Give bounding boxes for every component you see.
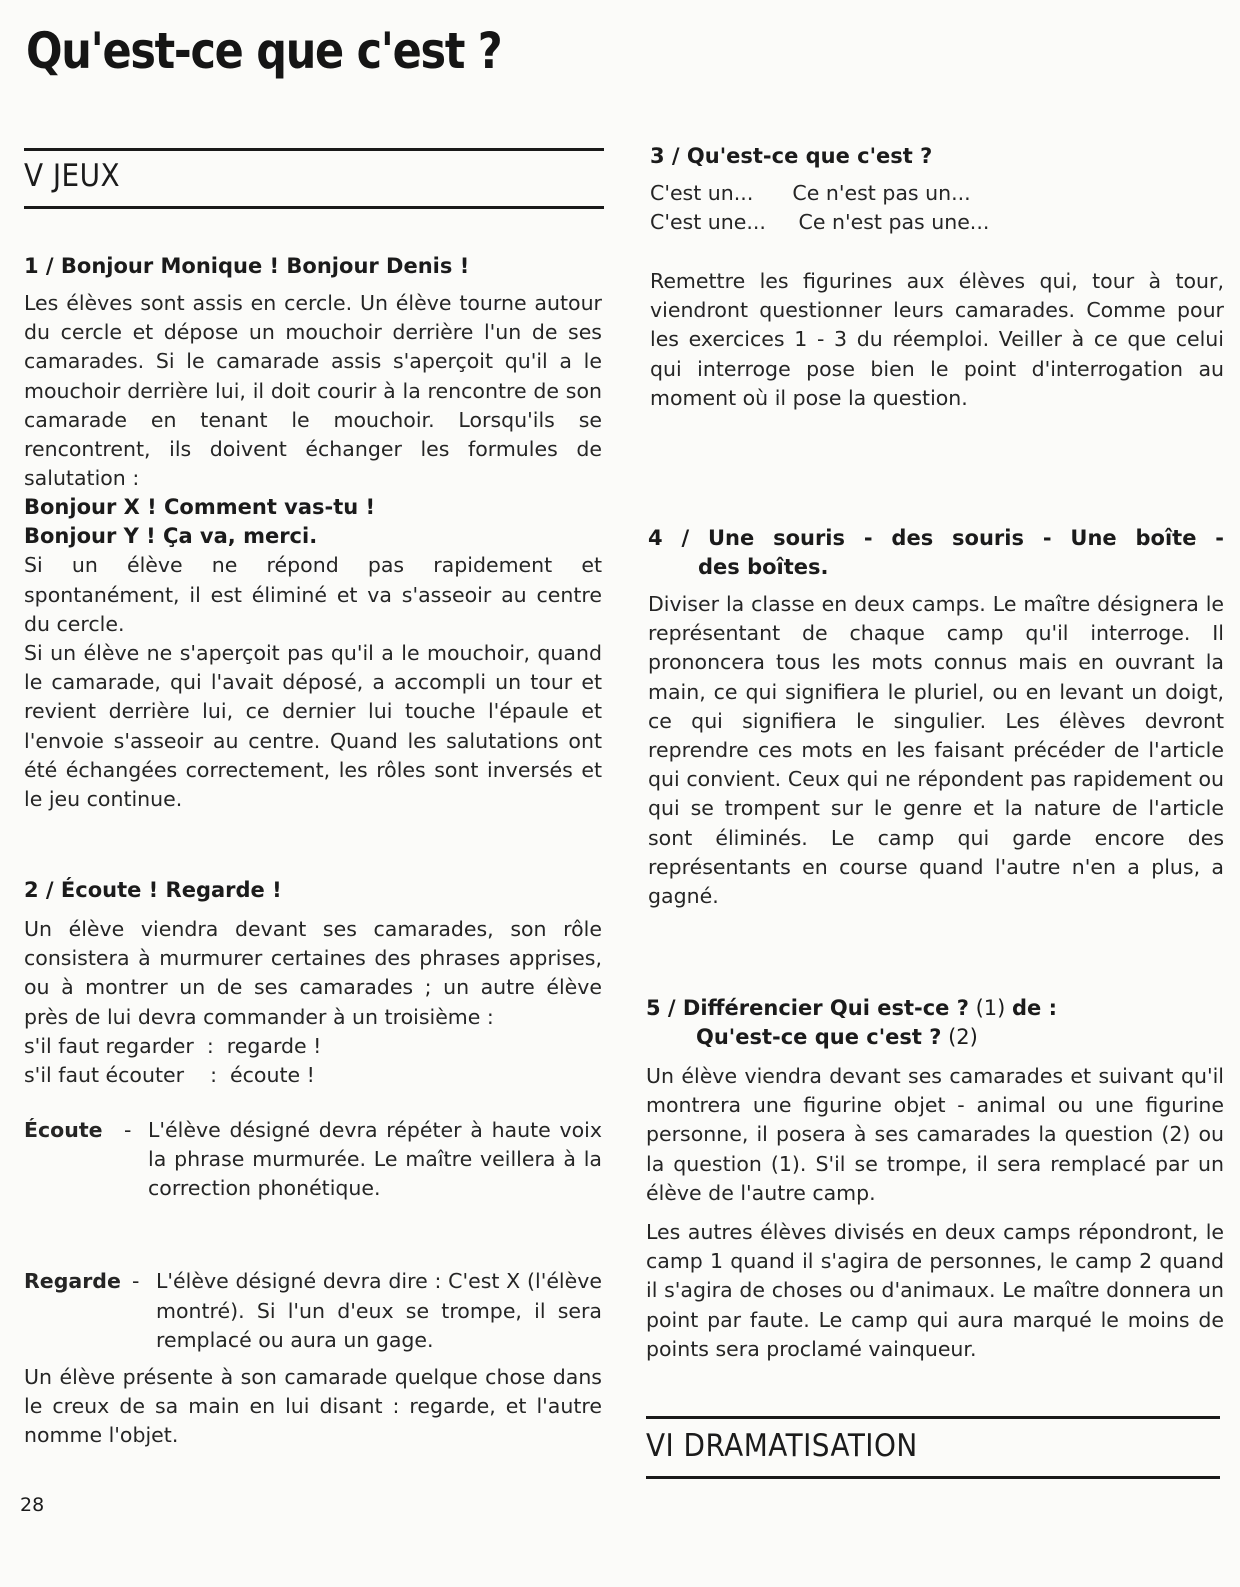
game-3-heading: 3 / Qu'est-ce que c'est ? xyxy=(650,144,933,168)
game-3-pair-2: C'est une... Ce n'est pas une... xyxy=(650,210,990,234)
game-1 xyxy=(24,252,602,814)
game-5-heading-line-2 xyxy=(646,1023,1224,1052)
game-3-pair-1: C'est un... Ce n'est pas un... xyxy=(650,181,971,205)
game-5-text-1: Un élève viendra devant ses camarades et suivant qu'il montrera une figurine objet - animal ou une figurine personne, il posera à ses camarades la question (2) ou la question (1). S'il se trompe, il sera remplacé par un élève de l'autre camp. xyxy=(646,1064,1224,1205)
section-vi-rule-top xyxy=(646,1416,1220,1419)
game-2-regarde-rule xyxy=(24,1267,602,1355)
section-title-jeux: V JEUX xyxy=(24,158,121,194)
game-5-heading-2a: Qu'est-ce que c'est ? xyxy=(696,1025,942,1049)
game-2-text-2: Un élève présente à son camarade quelque chose dans le creux de sa main en lui disant : regarde, et l'autre nomme l'objet. xyxy=(24,1365,602,1448)
game-2-condition-1: s'il faut regarder : regarde ! xyxy=(24,1033,322,1058)
game-2-regarde-term: Regarde xyxy=(24,1269,121,1294)
game-2-ecoute-text: L'élève désigné devra répéter à haute voix la phrase murmurée. Le maître veillera à la correction phonétique. xyxy=(148,1117,602,1201)
section-title-dramatisation: VI DRAMATISATION xyxy=(646,1428,918,1464)
game-2-condition-2: s'il faut écouter : écoute ! xyxy=(24,1062,315,1087)
game-1-text-3: Si un élève ne s'aperçoit pas qu'il a le mouchoir, quand le camarade, qui l'avait déposé, a accompli un tour et revient derrière lui, ce dernier lui touche l'épaule et l'envoie s'asseoir au centre. Quand les salutations ont été échangées correctement, les rôles sont inversés et le jeu continue. xyxy=(24,641,602,812)
game-2-ecoute-term: Écoute xyxy=(24,1117,103,1142)
game-2-regarde-text: L'élève désigné devra dire : C'est X (l'élève montré). Si l'un d'eux se trompe, il sera remplacé ou aura un gage. xyxy=(156,1269,602,1352)
game-1-dialogue-1: Bonjour X ! Comment vas-tu ! xyxy=(24,495,376,520)
section-vi-rule-bottom xyxy=(646,1476,1220,1479)
game-1-heading: 1 / Bonjour Monique ! Bonjour Denis ! xyxy=(24,254,470,278)
game-5 xyxy=(646,994,1224,1364)
game-5-heading-1c: de : xyxy=(1012,996,1057,1020)
section-rule-bottom xyxy=(24,206,604,209)
game-4 xyxy=(648,524,1224,911)
game-5-heading-1b: (1) xyxy=(968,996,1012,1020)
game-3-text: Remettre les figurines aux élèves qui, tour à tour, viendront questionner leurs camarades. Comme pour les exercices 1 - 3 du réemploi. Veiller à ce que celui qui interroge pose bien le point d'interrogation au moment où il pose la question. xyxy=(650,269,1224,410)
game-4-heading-line-1: 4 / Une souris - des souris - Une boîte - xyxy=(648,526,1224,550)
game-1-text-2: Si un élève ne répond pas rapidement et spontanément, il est éliminé et va s'asseoir au centre du cercle. xyxy=(24,553,602,636)
page-title: Qu'est-ce que c'est ? xyxy=(26,22,502,80)
game-2-ecoute-rule xyxy=(24,1116,602,1204)
game-1-text-1: Les élèves sont assis en cercle. Un élève tourne autour du cercle et dépose un mouchoir derrière l'un de ses camarades. Si le camarade assis s'aperçoit qu'il a le mouchoir derrière lui, il doit courir à la rencontre de son camarade en tenant le mouchoir. Lorsqu'ils se rencontrent, ils doivent échanger les formules de salutation : xyxy=(24,291,602,491)
game-2-heading: 2 / Écoute ! Regarde ! xyxy=(24,878,282,902)
game-4-heading-line-2: des boîtes. xyxy=(698,555,829,579)
page-number: 28 xyxy=(20,1494,45,1516)
game-2 xyxy=(24,876,602,1451)
game-5-text-2: Les autres élèves divisés en deux camps répondront, le camp 1 quand il s'agira de personnes, le camp 2 quand il s'agira de choses ou d'animaux. Le maître donnera un point par faute. Le camp qui aura marqué le moins de points sera proclamé vainqueur. xyxy=(646,1220,1224,1361)
dash: - xyxy=(124,1117,132,1142)
game-4-text: Diviser la classe en deux camps. Le maître désignera le représentant de chaque camp qu'il interroge. Il prononcera tous les mots connus mais en ouvrant la main, ce qui signifiera le pluriel, ou en levant un doigt, ce qui signifiera le singulier. Les élèves devront reprendre ces mots en les faisant précéder de l'article qui convient. Ceux qui ne répondent pas rapidement ou qui se trompent sur le genre et la nature de l'article sont éliminés. Le camp qui garde encore des représentants en course quand l'autre n'en a plus, a gagné. xyxy=(648,592,1224,909)
game-1-dialogue-2: Bonjour Y ! Ça va, merci. xyxy=(24,524,318,549)
game-5-heading-2b: (2) xyxy=(941,1025,978,1049)
game-3 xyxy=(650,142,1224,413)
game-2-text-1: Un élève viendra devant ses camarades, son rôle consistera à murmurer certaines des phrases apprises, ou à montrer un de ses camarades ; un autre élève près de lui devra commander à un troisième : xyxy=(24,917,602,1029)
game-5-heading-line-1 xyxy=(646,994,1224,1023)
section-rule-top xyxy=(24,148,604,151)
dash: - xyxy=(132,1269,140,1294)
game-5-heading-1a: 5 / Différencier Qui est-ce ? xyxy=(646,996,969,1020)
